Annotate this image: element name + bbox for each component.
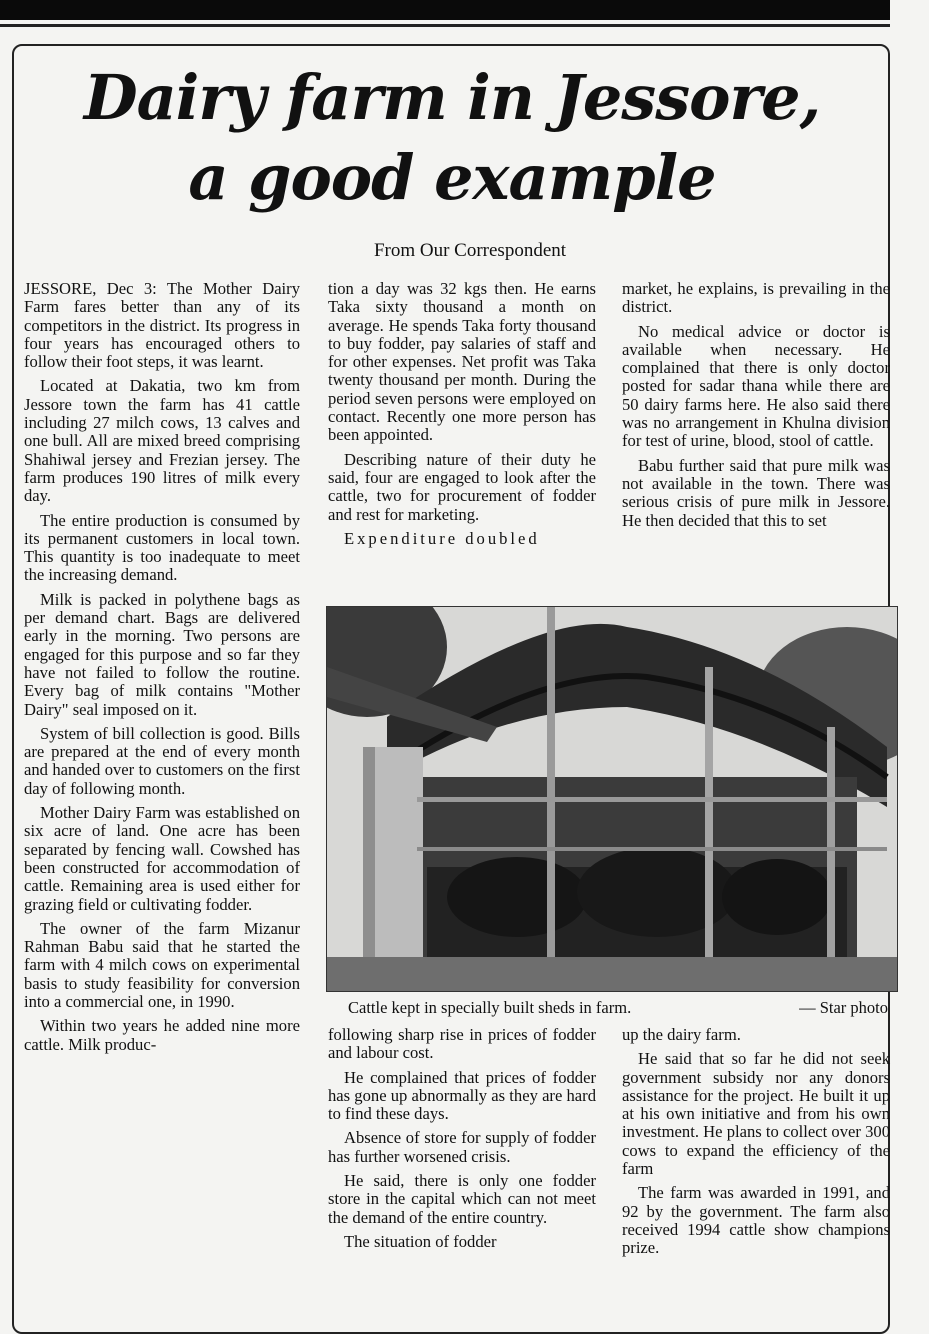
column-2-bottom bbox=[328, 1026, 596, 1257]
top-rule bbox=[0, 0, 890, 20]
caption-text: Cattle kept in specially built sheds in farm. bbox=[348, 998, 632, 1017]
article-photo bbox=[326, 606, 898, 992]
paragraph: following sharp rise in prices of fodder and labour cost. bbox=[328, 1025, 596, 1063]
paragraph: The situation of fodder bbox=[344, 1231, 497, 1251]
paragraph: up the dairy farm. bbox=[622, 1025, 741, 1044]
column-3-bottom bbox=[622, 1026, 890, 1264]
paragraph: Located at Dakatia, two km from Jessore town the farm has 41 cattle including 27 milch cows, 13 calves and one bull. All are mixed breed comprising Shahiwal jersey and Frezian jersey. The farm produces 190 litres of milk every day. bbox=[24, 376, 300, 506]
paragraph: Absence of store for supply of fodder has further worsened crisis. bbox=[328, 1128, 596, 1166]
paragraph: Mother Dairy Farm was established on six acre of land. One acre has been separated by fencing wall. Cowshed has been constructed for accommodation of cattle. Remaining area is used either for grazing field or cultivating fodder. bbox=[24, 803, 300, 914]
headline-line-1: Dairy farm in Jessore, bbox=[83, 61, 821, 134]
column-3-top bbox=[622, 280, 890, 536]
paragraph: He said, there is only one fodder store in the capital which can not meet the demand of the entire country. bbox=[328, 1171, 596, 1227]
paragraph: He said that so far he did not seek government subsidy nor any donors assistance for the project. He built it up at his own initiative and from his own investment. He plans to collect over 300 cows to expand the efficiency of the farm bbox=[622, 1049, 890, 1179]
paragraph: System of bill collection is good. Bills are prepared at the end of every month and handed over to customers on the first day of following month. bbox=[24, 723, 300, 798]
column-1 bbox=[24, 280, 300, 1060]
paragraph: Within two years he added nine more cattle. Milk produc- bbox=[24, 1016, 300, 1054]
headline-line-2: a good example bbox=[188, 141, 716, 214]
paragraph: market, he explains, is prevailing in the district. bbox=[622, 279, 890, 317]
photo-caption bbox=[348, 998, 888, 1018]
headline bbox=[14, 58, 890, 218]
paragraph: JESSORE, Dec 3: The Mother Dairy Farm fares better than any of its competitors in the district. Its progress in four years has encouraged others to follow their foot steps, it was learnt. bbox=[24, 279, 300, 372]
column-2-top bbox=[328, 280, 596, 554]
paragraph: Milk is packed in polythene bags as per demand chart. Bags are delivered early in the morning. Two persons are engaged for this purpose and so far they have not failed to follow the routine. Every bag of milk contains "Mother Dairy" seal imposed on it. bbox=[24, 589, 300, 719]
paragraph: Describing nature of their duty he said, four are engaged to look after the cattle, two for procurement of fodder and rest for marketing. bbox=[328, 449, 596, 524]
caption-credit: — Star photo bbox=[799, 998, 888, 1017]
paragraph: The entire production is consumed by its permanent customers in local town. This quantity is too inadequate to meet the increasing demand. bbox=[24, 510, 300, 585]
paragraph: tion a day was 32 kgs then. He earns Taka sixty thousand a month on average. He spends Taka forty thousand to buy fodder, pay salaries of staff and for other expenses. Net profit was Taka twenty thousand per month. During the period seven persons were employed on contact. Recently one more person has been appointed. bbox=[328, 279, 596, 445]
paragraph: He complained that prices of fodder has gone up abnormally as they are hard to find these days. bbox=[328, 1067, 596, 1124]
cattle-shed-image bbox=[327, 607, 898, 992]
top-rule-thin bbox=[0, 24, 890, 27]
byline: From Our Correspondent bbox=[373, 240, 567, 261]
paragraph: The owner of the farm Mizanur Rahman Babu said that he started the farm with 4 milch cows on experimental basis to study feasibility for conversion into a commercial one, in 1990. bbox=[24, 918, 300, 1011]
paragraph: Babu further said that pure milk was not available in the town. There was serious crisis of pure milk in Jessore. He then decided that this to set bbox=[622, 455, 890, 530]
paragraph: No medical advice or doctor is available when necessary. He complained that there is only doctor posted for sadar thana while there are 50 dairy farms here. He also said there was no arrangement in Khulna division for test of urine, blood, stool of cattle. bbox=[622, 321, 890, 451]
paragraph: The farm was awarded in 1991, and 92 by the government. The farm also received 1994 cattle show champions prize. bbox=[622, 1183, 890, 1258]
paragraph: Expenditure doubled bbox=[344, 528, 540, 548]
